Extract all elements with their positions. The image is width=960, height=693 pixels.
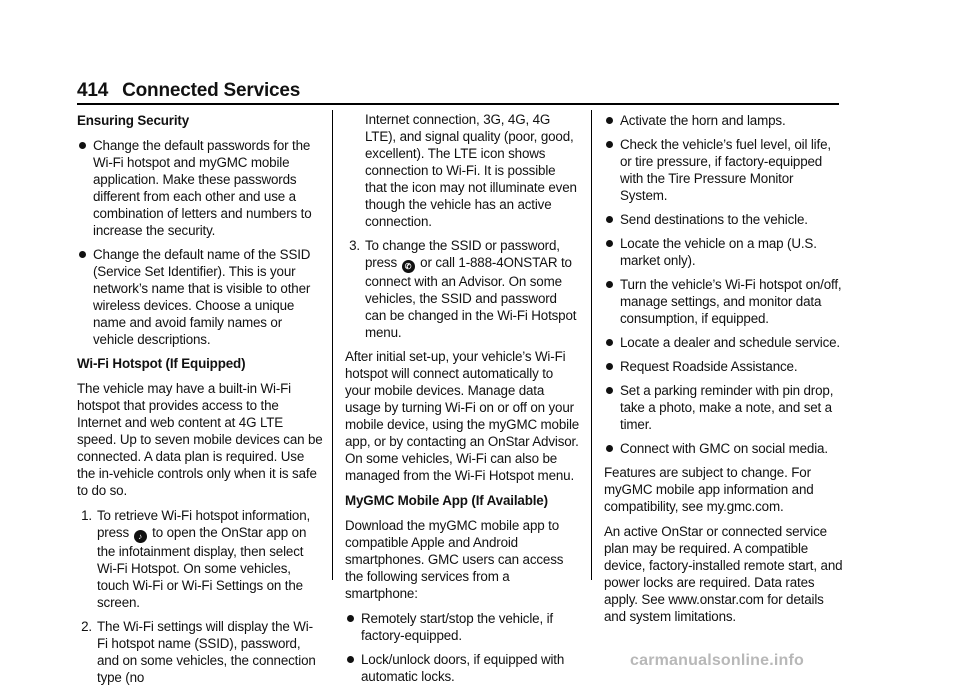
column-3 — [604, 112, 844, 633]
column-1 — [77, 112, 323, 693]
step-3-text-b: or call 1-888-4ONSTAR to connect with an Advisor. On some vehicles, the SSID and password can be changed in the Wi-Fi Hotspot menu. — [365, 255, 577, 340]
bullet-item: Locate a dealer and schedule service. — [604, 334, 844, 351]
call-icon: ✆ — [402, 260, 415, 273]
bullet-item: Remotely start/stop the vehicle, if factory-equipped. — [345, 610, 580, 644]
bullet-item: Request Roadside Assistance. — [604, 358, 844, 375]
section-title: Connected Services — [122, 80, 301, 101]
step-3 — [345, 237, 580, 341]
column-divider — [591, 110, 592, 580]
onstar-icon: ♪ — [134, 530, 147, 543]
after-setup-text: After initial set-up, your vehicle’s Wi-Fi hotspot will connect automatically to your mobile devices. Manage data usage by turning Wi-Fi on or off on your mobile device, using the myGMC mobile app, or by contacting an OnStar Advisor. On some vehicles, Wi-Fi can also be managed from the Wi-Fi Hotspot menu. — [345, 349, 580, 483]
step-1-text-b: to open the OnStar app on the infotainment display, then select Wi-Fi Hotspot. On some vehicles, touch Wi-Fi or Wi-Fi Settings on the screen. — [97, 525, 307, 610]
app-intro: Download the myGMC mobile app to compatible Apple and Android smartphones. GMC users can access the following services from a smartphone: — [345, 518, 564, 601]
column-divider — [332, 110, 333, 580]
bullet-item: Send destinations to the vehicle. — [604, 211, 844, 228]
plan-note: An active OnStar or connected service plan may be required. A compatible device, factory-installed remote start, and power locks are required. Data rates apply. See www.onstar.com for details and system limitations. — [604, 524, 843, 624]
bullet-item: Connect with GMC on social media. — [604, 440, 844, 457]
step-2-continued — [345, 111, 580, 230]
page-header — [77, 80, 300, 102]
bullet-item: Turn the vehicle’s Wi-Fi hotspot on/off, manage settings, and monitor data consumption, if equipped. — [604, 276, 844, 327]
features-note: Features are subject to change. For myGMC mobile app information and compatibility, see my.gmc.com. — [604, 465, 814, 514]
step-1-text-a: To retrieve Wi-Fi hotspot information, press — [97, 508, 311, 540]
step-2-text-cont: Internet connection, 3G, 4G, 4G LTE), and signal quality (poor, good, excellent). The LTE icon shows connection to Wi-Fi. It is possible that the icon may not illuminate even though the vehicle has an active connection. — [365, 112, 577, 229]
bullet-item: Locate the vehicle on a map (U.S. market only). — [604, 235, 844, 269]
column-2 — [345, 112, 580, 692]
heading-ensuring-security: Ensuring Security — [77, 113, 190, 128]
step-1 — [77, 507, 323, 611]
bullet-item: Change the default passwords for the Wi-Fi hotspot and myGMC mobile application. Make these passwords different from each other and use a combination of letters and numbers to increase the security. — [77, 137, 323, 239]
bullet-item: Set a parking reminder with pin drop, take a photo, make a note, and set a timer. — [604, 382, 844, 433]
step-number: 1. — [81, 508, 92, 523]
page-number: 414 — [77, 80, 109, 101]
bullet-item: Lock/unlock doors, if equipped with automatic locks. — [345, 651, 580, 685]
bullet-item: Change the default name of the SSID (Service Set Identifier). This is your network’s name that is visible to other wireless devices. Choose a unique name and avoid family names or vehicle descriptions. — [77, 246, 323, 348]
bullet-item: Activate the horn and lamps. — [604, 112, 844, 129]
heading-wifi-hotspot: Wi-Fi Hotspot (If Equipped) — [77, 356, 246, 371]
step-2 — [77, 618, 323, 686]
heading-mygmc-app: MyGMC Mobile App (If Available) — [345, 493, 548, 508]
watermark: carmanualsonline.info — [630, 652, 805, 669]
bullet-item: Check the vehicle’s fuel level, oil life, or tire pressure, if factory-equipped with the Tire Pressure Monitor System. — [604, 136, 844, 204]
wifi-intro: The vehicle may have a built-in Wi-Fi hotspot that provides access to the Internet and web content at 4G LTE speed. Up to seven mobile devices can be connected. A data plan is required. Use the in-vehicle controls only when it is safe to do so. — [77, 381, 323, 498]
step-2-text: The Wi-Fi settings will display the Wi-Fi hotspot name (SSID), password, and on some vehicles, the connection type (no — [97, 619, 316, 685]
step-3-text-a: To change the SSID or password, press — [365, 238, 560, 270]
step-number: 3. — [349, 238, 360, 253]
header-rule — [77, 103, 839, 105]
step-number: 2. — [81, 619, 92, 634]
